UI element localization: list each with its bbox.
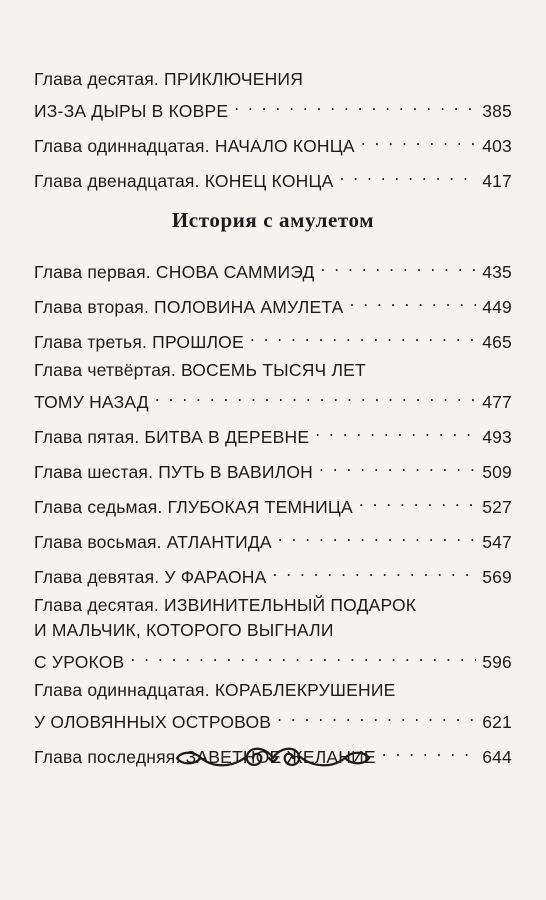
toc-entry-text: ТОМУ НАЗАД — [34, 392, 149, 412]
toc-entry — [34, 162, 512, 194]
dot-leader — [359, 488, 476, 513]
dot-leader — [315, 418, 476, 443]
dot-leader — [277, 703, 476, 728]
toc-line — [34, 358, 512, 383]
toc-entry — [34, 67, 512, 124]
dot-leader — [361, 127, 476, 152]
dot-leader — [234, 92, 476, 117]
toc-entry-text: С УРОКОВ — [34, 652, 125, 672]
toc-entry-text: Глава вторая. ПОЛОВИНА АМУЛЕТА — [34, 297, 344, 317]
toc-line — [34, 523, 512, 555]
toc-list-top — [34, 67, 512, 197]
toc-entry-text: Глава последняя. ЗАВЕТНОЕ ЖЕЛАНИЕ — [34, 747, 376, 767]
toc-entry-text: У ОЛОВЯННЫХ ОСТРОВОВ — [34, 712, 272, 732]
dot-leader — [340, 162, 477, 187]
toc-entry — [34, 253, 512, 285]
toc-entry — [34, 288, 512, 320]
toc-entry — [34, 453, 512, 485]
toc-page-number: 527 — [482, 497, 512, 517]
toc-entry — [34, 523, 512, 555]
toc-line — [34, 323, 512, 355]
dot-leader — [382, 738, 476, 763]
toc-entry-text: Глава девятая. У ФАРАОНА — [34, 567, 267, 587]
toc-entry-text: Глава седьмая. ГЛУБОКАЯ ТЕМНИЦА — [34, 497, 353, 517]
toc-line — [34, 643, 512, 675]
toc-entry-text: И МАЛЬЧИК, КОТОРОГО ВЫГНАЛИ — [34, 620, 334, 640]
toc-page-number: 644 — [482, 747, 512, 767]
toc-entry-text: Глава восьмая. АТЛАНТИДА — [34, 532, 272, 552]
dot-leader — [130, 643, 476, 668]
toc-entry-text: Глава двенадцатая. КОНЕЦ КОНЦА — [34, 171, 334, 191]
toc-line — [34, 593, 512, 618]
toc-entry — [34, 358, 512, 415]
toc-entry-text: Глава одиннадцатая. КОРАБЛЕКРУШЕНИЕ — [34, 680, 396, 700]
toc-page-number: 449 — [482, 297, 512, 317]
toc-entry-text: Глава шестая. ПУТЬ В ВАВИЛОН — [34, 462, 314, 482]
toc-entry-text: Глава третья. ПРОШЛОЕ — [34, 332, 244, 352]
toc-line — [34, 488, 512, 520]
toc-entry-text: Глава десятая. ПРИКЛЮЧЕНИЯ — [34, 69, 304, 89]
toc-list-main — [34, 253, 512, 773]
dot-leader — [321, 253, 477, 278]
toc-page-number: 465 — [482, 332, 512, 352]
toc-entry — [34, 127, 512, 159]
dot-leader — [155, 383, 476, 408]
toc-line — [34, 162, 512, 194]
toc-page-number: 435 — [482, 262, 512, 282]
toc-line — [34, 383, 512, 415]
dot-leader — [273, 558, 477, 583]
section-title: История с амулетом — [171, 208, 375, 232]
toc-entry-text: ИЗ-ЗА ДЫРЫ В КОВРЕ — [34, 101, 229, 121]
toc-line — [34, 618, 512, 643]
toc-entry — [34, 678, 512, 735]
toc-line — [34, 127, 512, 159]
toc-entry — [34, 418, 512, 450]
toc-line — [34, 703, 512, 735]
toc-page-number: 477 — [482, 392, 512, 412]
toc-line — [34, 418, 512, 450]
toc-line — [34, 453, 512, 485]
toc-entry-text: Глава первая. СНОВА САММИЭД — [34, 262, 315, 282]
toc-line — [34, 92, 512, 124]
toc-entry — [34, 488, 512, 520]
toc-page-number: 385 — [482, 101, 512, 121]
dot-leader — [250, 323, 476, 348]
flourish-ornament-icon — [173, 738, 373, 778]
toc-page-number: 547 — [482, 532, 512, 552]
toc-entry-text: Глава пятая. БИТВА В ДЕРЕВНЕ — [34, 427, 310, 447]
toc-entry-text: Глава четвёртая. ВОСЕМЬ ТЫСЯЧ ЛЕТ — [34, 360, 366, 380]
toc-page-number: 493 — [482, 427, 512, 447]
dot-leader — [278, 523, 476, 548]
toc-line — [34, 678, 512, 703]
dot-leader — [319, 453, 476, 478]
toc-page-number: 403 — [482, 136, 512, 156]
dot-leader — [350, 288, 477, 313]
toc-page-number: 509 — [482, 462, 512, 482]
toc-entry — [34, 558, 512, 590]
toc-entry-text: Глава десятая. ИЗВИНИТЕЛЬНЫЙ ПОДАРОК — [34, 595, 417, 615]
toc-entry — [34, 593, 512, 675]
toc-entry — [34, 323, 512, 355]
toc-page-number: 596 — [482, 652, 512, 672]
toc-page-number: 417 — [482, 171, 512, 191]
toc-page-number: 569 — [482, 567, 512, 587]
toc-entry-text: Глава одиннадцатая. НАЧАЛО КОНЦА — [34, 136, 355, 156]
toc-line — [34, 288, 512, 320]
toc-line — [34, 253, 512, 285]
toc-line — [34, 67, 512, 92]
toc-page-number: 621 — [482, 712, 512, 732]
toc-line — [34, 558, 512, 590]
